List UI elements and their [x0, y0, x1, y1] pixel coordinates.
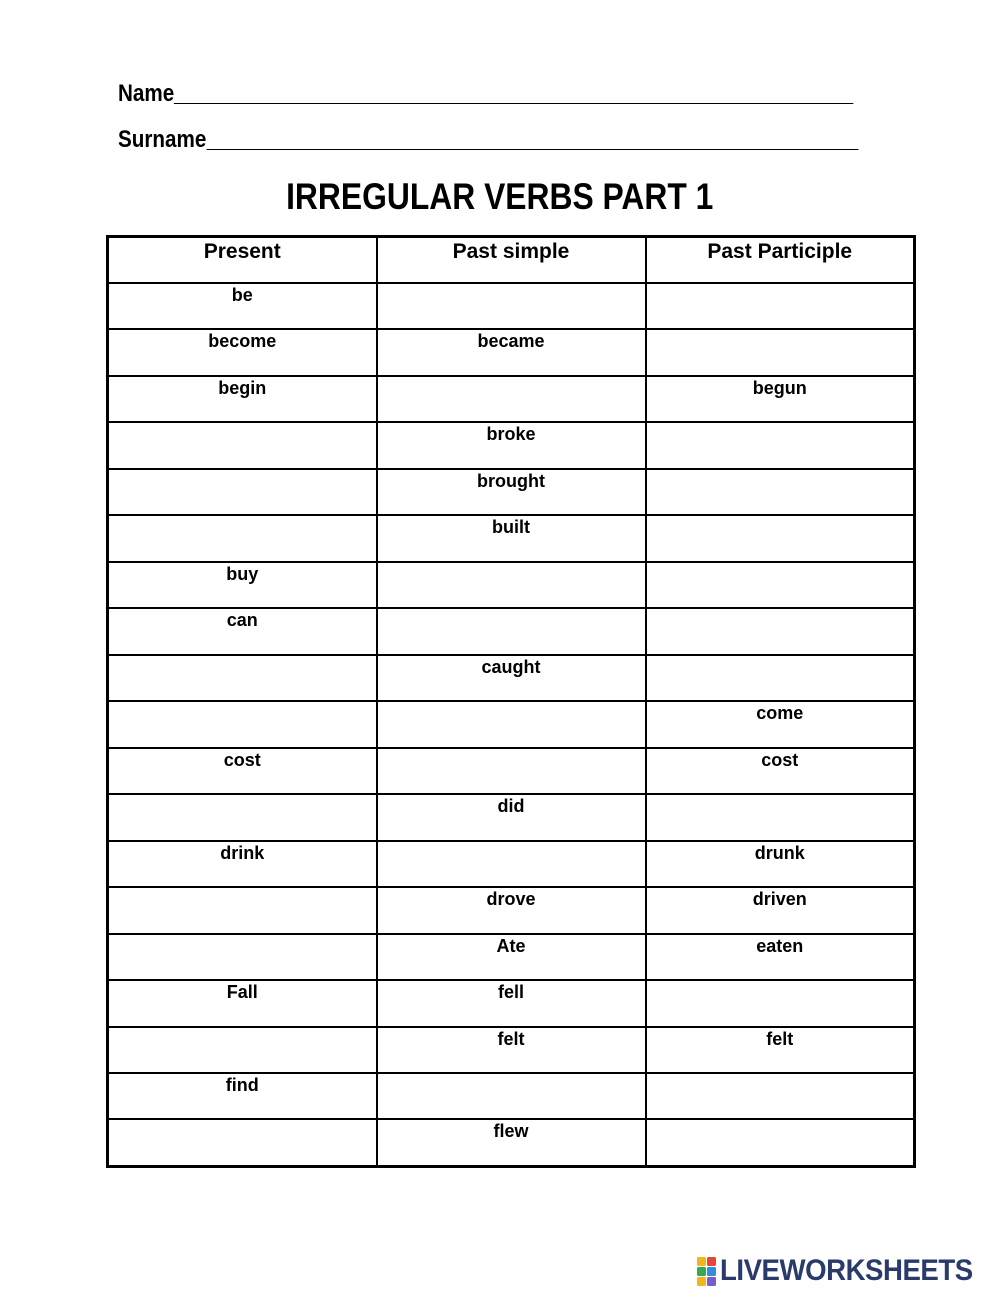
- table-row: [108, 934, 915, 980]
- table-row: [108, 1119, 915, 1166]
- logo-cube: [697, 1277, 706, 1286]
- cell-present: become: [108, 329, 377, 375]
- cell-past-simple[interactable]: [377, 1073, 646, 1119]
- colored-cubes-icon: [697, 1257, 716, 1286]
- table-row: [108, 655, 915, 701]
- cell-past-simple: felt: [377, 1027, 646, 1073]
- table-row: [108, 422, 915, 468]
- table-row: [108, 283, 915, 329]
- cell-past-simple: drove: [377, 887, 646, 933]
- cell-past-simple: became: [377, 329, 646, 375]
- cell-past-participle[interactable]: [646, 515, 915, 561]
- cell-past-simple[interactable]: [377, 701, 646, 747]
- cell-past-simple: broke: [377, 422, 646, 468]
- verbs-table: [106, 235, 916, 1168]
- name-label: Name: [118, 80, 175, 107]
- cell-past-simple: caught: [377, 655, 646, 701]
- table-row: [108, 515, 915, 561]
- logo-cube: [697, 1267, 706, 1276]
- cell-past-participle[interactable]: [646, 562, 915, 608]
- cell-past-participle[interactable]: [646, 283, 915, 329]
- cell-past-participle[interactable]: [646, 980, 915, 1026]
- cell-past-simple[interactable]: [377, 608, 646, 654]
- table-row: [108, 562, 915, 608]
- logo-cube: [707, 1257, 716, 1266]
- header-past-participle: Past Participle: [646, 237, 915, 284]
- table-row: [108, 469, 915, 515]
- cell-present: find: [108, 1073, 377, 1119]
- cell-past-simple: fell: [377, 980, 646, 1026]
- logo-cube: [707, 1267, 716, 1276]
- cell-present[interactable]: [108, 655, 377, 701]
- header-present: Present: [108, 237, 377, 284]
- cell-past-simple[interactable]: [377, 748, 646, 794]
- cell-present[interactable]: [108, 1027, 377, 1073]
- table-row: [108, 329, 915, 375]
- cell-past-simple: did: [377, 794, 646, 840]
- table-row: [108, 376, 915, 422]
- cell-past-participle: eaten: [646, 934, 915, 980]
- cell-past-participle: felt: [646, 1027, 915, 1073]
- cell-present[interactable]: [108, 934, 377, 980]
- surname-input-line[interactable]: [206, 149, 858, 150]
- table-header-row: [108, 237, 915, 284]
- table-row: [108, 701, 915, 747]
- cell-past-simple[interactable]: [377, 562, 646, 608]
- cell-present: can: [108, 608, 377, 654]
- cell-present[interactable]: [108, 469, 377, 515]
- cell-past-participle[interactable]: [646, 1073, 915, 1119]
- logo-cube: [707, 1277, 716, 1286]
- cell-past-participle: driven: [646, 887, 915, 933]
- cell-present[interactable]: [108, 887, 377, 933]
- cell-present: buy: [108, 562, 377, 608]
- surname-label: Surname: [118, 126, 207, 153]
- table-row: [108, 887, 915, 933]
- cell-present: be: [108, 283, 377, 329]
- liveworksheets-logo: [697, 1254, 995, 1288]
- surname-field: [118, 128, 858, 152]
- cell-present: cost: [108, 748, 377, 794]
- table-row: [108, 1027, 915, 1073]
- name-input-line[interactable]: [174, 103, 853, 104]
- cell-present[interactable]: [108, 422, 377, 468]
- cell-past-participle[interactable]: [646, 608, 915, 654]
- table-row: [108, 794, 915, 840]
- table-row: [108, 841, 915, 887]
- cell-present[interactable]: [108, 794, 377, 840]
- table-row: [108, 748, 915, 794]
- cell-past-participle[interactable]: [646, 469, 915, 515]
- cell-past-participle[interactable]: [646, 329, 915, 375]
- cell-past-participle[interactable]: [646, 1119, 915, 1166]
- cell-past-simple: Ate: [377, 934, 646, 980]
- cell-present: drink: [108, 841, 377, 887]
- header-past-simple: Past simple: [377, 237, 646, 284]
- brand-wordmark: LIVEWORKSHEETS: [720, 1254, 973, 1287]
- cell-past-simple[interactable]: [377, 283, 646, 329]
- cell-past-simple[interactable]: [377, 376, 646, 422]
- cell-present[interactable]: [108, 1119, 377, 1166]
- cell-past-participle[interactable]: [646, 655, 915, 701]
- cell-past-simple: flew: [377, 1119, 646, 1166]
- cell-past-simple[interactable]: [377, 841, 646, 887]
- logo-cube: [697, 1257, 706, 1266]
- cell-past-participle: begun: [646, 376, 915, 422]
- cell-past-participle[interactable]: [646, 422, 915, 468]
- cell-past-participle: cost: [646, 748, 915, 794]
- cell-past-participle[interactable]: [646, 794, 915, 840]
- cell-present: Fall: [108, 980, 377, 1026]
- table-row: [108, 1073, 915, 1119]
- cell-past-simple: brought: [377, 469, 646, 515]
- cell-present[interactable]: [108, 701, 377, 747]
- table-row: [108, 980, 915, 1026]
- table-row: [108, 608, 915, 654]
- worksheet-title: IRREGULAR VERBS PART 1: [286, 176, 714, 217]
- cell-present: begin: [108, 376, 377, 422]
- cell-present[interactable]: [108, 515, 377, 561]
- cell-past-participle: come: [646, 701, 915, 747]
- name-field: [118, 82, 854, 106]
- cell-past-simple: built: [377, 515, 646, 561]
- cell-past-participle: drunk: [646, 841, 915, 887]
